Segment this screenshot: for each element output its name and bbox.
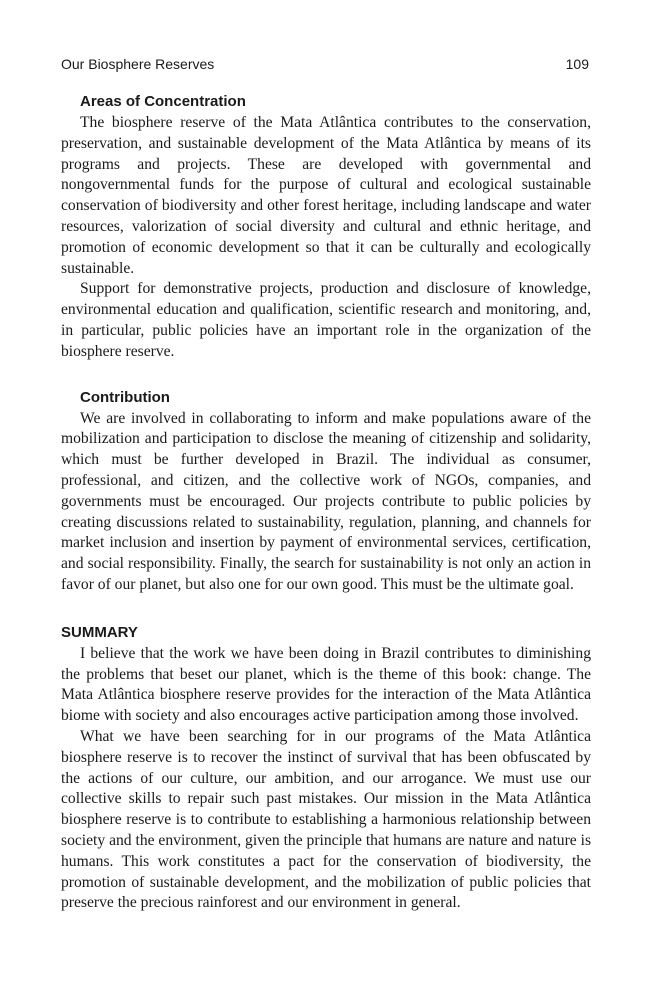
section-heading-contribution: Contribution — [80, 388, 170, 406]
section-summary — [61, 622, 591, 914]
section-areas-of-concentration — [61, 91, 591, 363]
paragraph-contribution-1: We are involved in collaborating to inform and make populations aware of the mobilization and participation to disclose the meaning of citizenship and solidarity, which must be further developed in Brazil. The individual as consumer, professional, and citizen, and the collective work of NGOs, companies, and governments must be encouraged. Our projects contribute to public policies by creating discussions related to sustainability, regulation, planning, and channels for market inclusion and insertion by payment of environmental services, certification, and social responsibility. Finally, the search for sustainability is not only an action in favor of our planet, but also one for our own good. This must be the ultimate goal. — [61, 409, 591, 593]
page-number: 109 — [565, 56, 589, 72]
paragraph-summary-1: I believe that the work we have been doing in Brazil contributes to diminishing the problems that beset our planet, which is the theme of this book: change. The Mata Atlântica biosphere reserve provides for the interaction of the Mata Atlântica biome with society and also encourages active participation among those involved. — [61, 644, 591, 725]
paragraph-areas-2: Support for demonstrative projects, production and disclosure of knowledge, environmental education and qualification, scientific research and monitoring, and, in particular, public policies have an important role in the organization of the biosphere reserve. — [61, 280, 591, 360]
section-heading-areas: Areas of Concentration — [80, 93, 246, 110]
paragraph-areas-1: The biosphere reserve of the Mata Atlântica contributes to the conservation, preservation, and sustainable development of the Mata Atlântica by means of its programs and projects. These are developed with governmental and nongovernmental funds for the purpose of cultural and ecological sustainable conservation of biodiversity and other forest heritage, including landscape and water resources, valorization of social diversity and cultural and ethnic heritage, and promotion of economic development so that it can be culturally and ecologically sustainable. — [61, 114, 591, 277]
section-contribution — [61, 387, 591, 596]
paragraph-summary-2: What we have been searching for in our programs of the Mata Atlântica biosphere reserve is to recover the instinct of survival that has been obfuscated by the actions of our culture, our ambition, and our arrogance. We must use our collective skills to repair such past mistakes. Our mission in the Mata Atlântica biosphere reserve is to contribute to establishing a harmonious relationship between society and the environment, given the principle that humans are nature and nature is humans. This work constitutes a pact for the conservation of biodiversity, the promotion of sustainable development, and the mobilization of public policies that preserve the precious rainforest and our environment in general. — [61, 727, 592, 912]
book-page — [61, 54, 591, 914]
running-header — [61, 54, 591, 74]
section-heading-summary: SUMMARY — [61, 623, 138, 641]
running-title: Our Biosphere Reserves — [61, 56, 215, 72]
